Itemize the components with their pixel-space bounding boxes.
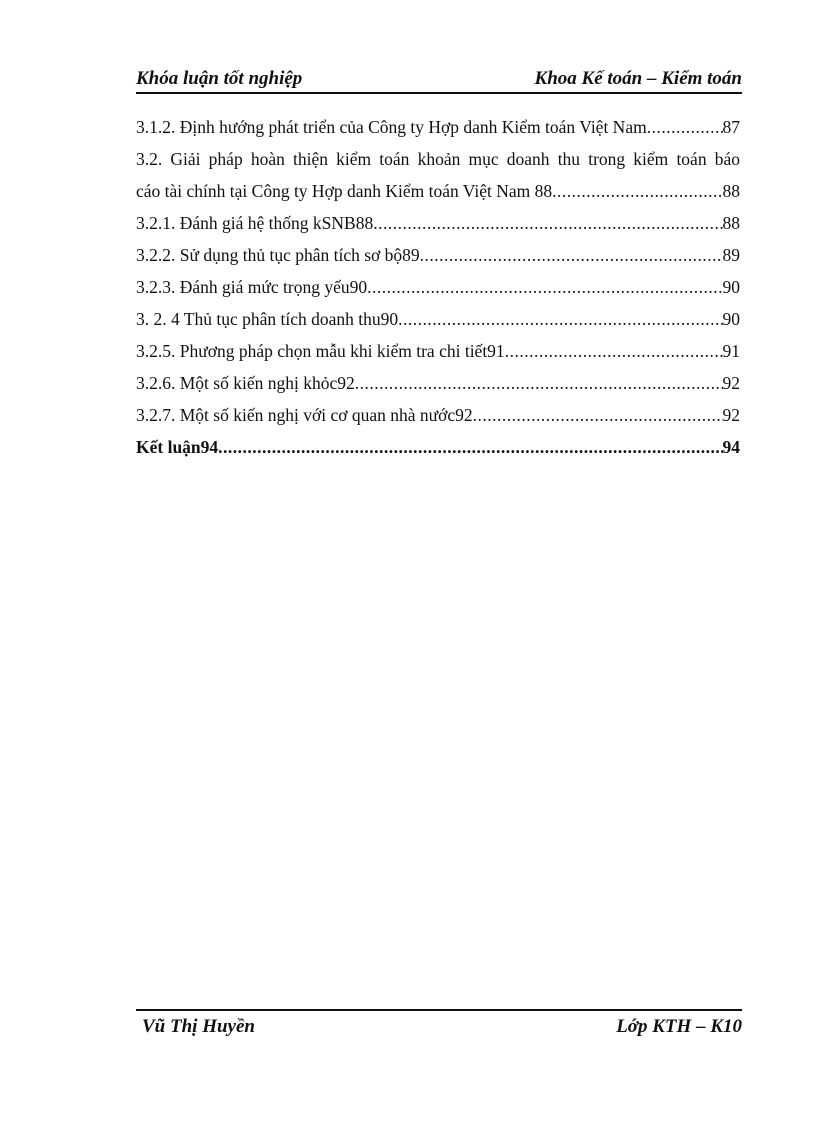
toc-page-number: 88	[722, 213, 740, 233]
toc-entry-3-2-6[interactable]	[136, 367, 740, 399]
toc-entry-3-2-7[interactable]	[136, 399, 740, 431]
toc-dot-leader	[398, 303, 722, 335]
page-header	[136, 66, 742, 94]
toc-page-number: 90	[722, 309, 740, 329]
toc-entry-text: 3.2.7. Một số kiến nghị với cơ quan nhà nước92	[136, 405, 473, 425]
toc-dot-leader	[505, 335, 723, 367]
toc-dot-leader	[367, 271, 722, 303]
footer-class: Lớp KTH – K10	[616, 1016, 742, 1037]
toc-entry-3-1-2[interactable]	[136, 111, 740, 143]
toc-page-number: 88	[722, 181, 740, 201]
toc-dot-leader	[647, 111, 723, 143]
toc-dot-leader	[218, 431, 722, 463]
toc-page-number: 92	[722, 405, 740, 425]
toc-page-number: 89	[722, 245, 740, 265]
toc-entry-3-2-3[interactable]	[136, 271, 740, 303]
header-department: Khoa Kế toán – Kiểm toán	[534, 68, 742, 89]
toc-entry-3-2-line-2	[136, 175, 740, 207]
toc-page-number: 90	[722, 277, 740, 297]
toc-entry-conclusion[interactable]	[136, 431, 740, 463]
toc-entry-3-2-5[interactable]	[136, 335, 740, 367]
toc-entry-text: 3.2.6. Một số kiến nghị khỏc92	[136, 373, 355, 393]
toc-entry-text: 3.2.3. Đánh giá mức trọng yếu90	[136, 277, 368, 297]
toc-dot-leader	[473, 399, 723, 431]
toc-entry-3-2-2[interactable]	[136, 239, 740, 271]
toc-entry-text: 3.2.5. Phương pháp chọn mẫu khi kiểm tra chi tiết91	[136, 341, 505, 361]
toc-dot-leader	[552, 175, 722, 207]
toc-entry-text-line-2: cáo tài chính tại Công ty Hợp danh Kiểm toán Việt Nam 88	[136, 181, 553, 201]
toc-dot-leader	[420, 239, 723, 271]
toc-entry-text: Kết luận94	[136, 437, 219, 457]
header-thesis-title: Khóa luận tốt nghiệp	[136, 68, 303, 89]
toc-entry-text: 3.2.2. Sử dụng thủ tục phân tích sơ bộ89	[136, 245, 420, 265]
toc-entry-3-2-4[interactable]	[136, 303, 740, 335]
footer-author: Vũ Thị Huyền	[142, 1016, 255, 1037]
toc-entry-text: 3. 2. 4 Thủ tục phân tích doanh thu90	[136, 309, 399, 329]
table-of-contents	[136, 111, 740, 463]
toc-page-number: 92	[722, 373, 740, 393]
toc-entry-text: 3.1.2. Định hướng phát triển của Công ty Hợp danh Kiểm toán Việt Nam	[136, 117, 647, 137]
toc-entry-3-2[interactable]	[136, 143, 740, 207]
toc-entry-text-line-1: 3.2. Giải pháp hoàn thiện kiểm toán khoản mục doanh thu trong kiểm toán báo	[136, 149, 740, 169]
toc-dot-leader	[355, 367, 723, 399]
toc-page-number: 87	[722, 117, 740, 137]
toc-dot-leader	[373, 207, 722, 239]
page-footer	[136, 1009, 742, 1041]
toc-entry-text: 3.2.1. Đánh giá hệ thống kSNB88	[136, 213, 374, 233]
toc-page-number: 94	[722, 437, 740, 457]
toc-page-number: 91	[722, 341, 740, 361]
toc-entry-3-2-1[interactable]	[136, 207, 740, 239]
